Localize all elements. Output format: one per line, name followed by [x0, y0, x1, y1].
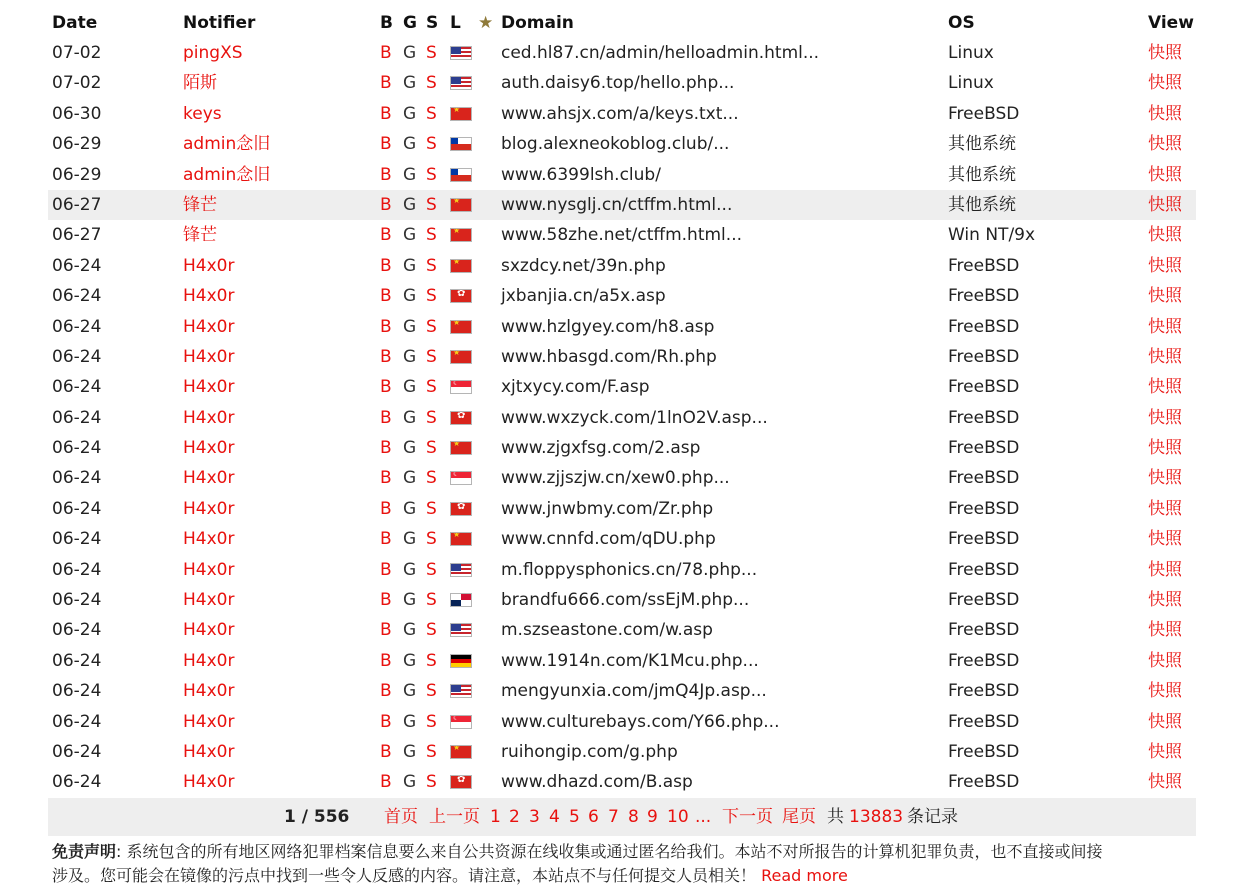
snapshot-link[interactable]: 快照 [1148, 772, 1182, 793]
g-link[interactable]: G [403, 498, 417, 519]
date-cell: 06-29 [52, 134, 102, 155]
b-link[interactable]: B [380, 255, 392, 276]
snapshot-link[interactable]: 快照 [1148, 134, 1182, 155]
cn-flag-icon [450, 320, 472, 334]
total-prefix: 共 [827, 807, 844, 827]
disclaimer-text-2: 涉及。您可能会在镜像的污点中找到一些令人反感的内容。请注意，本站点不与任何提交人员相关！ [52, 866, 757, 885]
total-suffix: 条记录 [907, 807, 958, 827]
b-link[interactable]: B [380, 468, 392, 489]
table-row [48, 707, 1196, 737]
g-link[interactable]: G [403, 529, 417, 550]
notifier-link[interactable]: H4x0r [183, 650, 235, 671]
date-cell: 06-24 [52, 498, 102, 519]
notifier-link[interactable]: H4x0r [183, 346, 235, 367]
s-link[interactable]: S [426, 73, 437, 94]
os-cell: FreeBSD [948, 316, 1020, 337]
date-cell: 06-24 [52, 377, 102, 398]
g-link[interactable]: G [403, 468, 417, 489]
snapshot-link[interactable]: 快照 [1148, 316, 1182, 337]
page-link-9[interactable]: 9 [647, 807, 658, 827]
s-link[interactable]: S [426, 194, 437, 215]
us-flag-icon [450, 76, 472, 90]
sg-flag-icon [450, 380, 472, 394]
os-cell: FreeBSD [948, 407, 1020, 428]
date-cell: 06-24 [52, 255, 102, 276]
os-cell: FreeBSD [948, 286, 1020, 307]
cn-flag-icon [450, 745, 472, 759]
g-link[interactable]: G [403, 650, 417, 671]
domain-cell: www.58zhe.net/ctffm.html... [501, 225, 742, 246]
hk-flag-icon [450, 502, 472, 516]
pagination [48, 798, 1196, 836]
date-cell: 06-24 [52, 590, 102, 611]
notifier-link[interactable]: 陌斯 [183, 73, 217, 94]
date-cell: 06-24 [52, 711, 102, 732]
cl-flag-icon [450, 137, 472, 151]
date-cell: 06-24 [52, 620, 102, 641]
snapshot-link[interactable]: 快照 [1148, 377, 1182, 398]
table-header-row [48, 8, 1196, 38]
table-row [48, 160, 1196, 190]
page-link-3[interactable]: 3 [529, 807, 540, 827]
g-link[interactable]: G [403, 772, 417, 793]
domain-cell: brandfu666.com/ssEjM.php... [501, 590, 750, 611]
g-link[interactable]: G [403, 73, 417, 94]
domain-cell: www.6399lsh.club/ [501, 164, 661, 185]
header-l: L [450, 13, 461, 33]
os-cell: FreeBSD [948, 620, 1020, 641]
g-link[interactable]: G [403, 559, 417, 580]
page-link-8[interactable]: 8 [628, 807, 639, 827]
g-link[interactable]: G [403, 103, 417, 124]
header-date[interactable]: Date [52, 13, 98, 33]
snapshot-link[interactable]: 快照 [1148, 407, 1182, 428]
table-row [48, 494, 1196, 524]
table-row [48, 190, 1196, 220]
date-cell: 06-24 [52, 650, 102, 671]
snapshot-link[interactable]: 快照 [1148, 681, 1182, 702]
domain-cell: www.jnwbmy.com/Zr.php [501, 498, 714, 519]
b-link[interactable]: B [380, 741, 392, 762]
date-cell: 06-24 [52, 316, 102, 337]
date-cell: 06-24 [52, 438, 102, 459]
s-link[interactable]: S [426, 529, 437, 550]
g-link[interactable]: G [403, 438, 417, 459]
snapshot-link[interactable]: 快照 [1148, 620, 1182, 641]
s-link[interactable]: S [426, 134, 437, 155]
b-link[interactable]: B [380, 73, 392, 94]
os-cell: FreeBSD [948, 438, 1020, 459]
s-link[interactable]: S [426, 286, 437, 307]
header-domain[interactable]: Domain [501, 13, 574, 33]
domain-cell: www.zjgxfsg.com/2.asp [501, 438, 701, 459]
s-link[interactable]: S [426, 681, 437, 702]
header-s: S [426, 13, 439, 33]
domain-cell: blog.alexneokoblog.club/... [501, 134, 730, 155]
b-link[interactable]: B [380, 225, 392, 246]
archive-table [48, 8, 1196, 798]
b-link[interactable]: B [380, 590, 392, 611]
g-link[interactable]: G [403, 134, 417, 155]
table-row [48, 281, 1196, 311]
notifier-link[interactable]: H4x0r [183, 529, 235, 550]
b-link[interactable]: B [380, 407, 392, 428]
notifier-link[interactable]: H4x0r [183, 681, 235, 702]
domain-cell: sxzdcy.net/39n.php [501, 255, 666, 276]
table-row [48, 68, 1196, 98]
domain-cell: www.wxzyck.com/1lnO2V.asp... [501, 407, 768, 428]
table-row [48, 372, 1196, 402]
read-more-link[interactable]: Read more [761, 866, 848, 885]
table-row [48, 585, 1196, 615]
page-link-2[interactable]: 2 [509, 807, 520, 827]
snapshot-link[interactable]: 快照 [1148, 164, 1182, 185]
header-view: View [1148, 13, 1194, 33]
notifier-link[interactable]: H4x0r [183, 498, 235, 519]
domain-cell: auth.daisy6.top/hello.php... [501, 73, 735, 94]
g-link[interactable]: G [403, 620, 417, 641]
snapshot-link[interactable]: 快照 [1148, 529, 1182, 550]
domain-cell: www.hbasgd.com/Rh.php [501, 346, 717, 367]
domain-cell: www.dhazd.com/B.asp [501, 772, 693, 793]
page-ellipsis: ... [695, 807, 712, 827]
notifier-link[interactable]: H4x0r [183, 255, 235, 276]
us-flag-icon [450, 623, 472, 637]
s-link[interactable]: S [426, 316, 437, 337]
os-cell: FreeBSD [948, 529, 1020, 550]
cn-flag-icon [450, 198, 472, 212]
cl-flag-icon [450, 168, 472, 182]
os-cell: Linux [948, 43, 994, 63]
sg-flag-icon [450, 715, 472, 729]
snapshot-link[interactable]: 快照 [1148, 194, 1182, 215]
page-link-7[interactable]: 7 [608, 807, 619, 827]
g-link[interactable]: G [403, 711, 417, 732]
domain-cell: www.nysglj.cn/ctffm.html... [501, 194, 733, 215]
page-link-1[interactable]: 1 [490, 807, 501, 827]
cn-flag-icon [450, 532, 472, 546]
notifier-link[interactable]: 锋芒 [183, 194, 217, 215]
table-row [48, 342, 1196, 372]
notifier-link[interactable]: H4x0r [183, 741, 235, 762]
page-indicator: 1 / 556 [284, 807, 350, 827]
s-link[interactable]: S [426, 590, 437, 611]
de-flag-icon [450, 654, 472, 668]
b-link[interactable]: B [380, 529, 392, 550]
snapshot-link[interactable]: 快照 [1148, 286, 1182, 307]
table-row [48, 251, 1196, 281]
domain-cell: ruihongip.com/g.php [501, 741, 678, 762]
b-link[interactable]: B [380, 559, 392, 580]
hk-flag-icon [450, 289, 472, 303]
date-cell: 06-27 [52, 225, 102, 246]
snapshot-link[interactable]: 快照 [1148, 225, 1182, 246]
b-link[interactable]: B [380, 194, 392, 215]
s-link[interactable]: S [426, 498, 437, 519]
os-cell: FreeBSD [948, 711, 1020, 732]
date-cell: 06-24 [52, 772, 102, 793]
domain-cell: ced.hl87.cn/admin/helloadmin.html... [501, 43, 820, 63]
notifier-link[interactable]: 锋芒 [183, 225, 217, 246]
header-g: G [403, 13, 417, 33]
notifier-link[interactable]: pingXS [183, 43, 243, 63]
snapshot-link[interactable]: 快照 [1148, 73, 1182, 94]
notifier-link[interactable]: H4x0r [183, 590, 235, 611]
page-link-10[interactable]: 10 [667, 807, 689, 827]
cn-flag-icon [450, 441, 472, 455]
s-link[interactable]: S [426, 650, 437, 671]
os-cell: 其他系统 [948, 134, 1016, 155]
page-link-4[interactable]: 4 [549, 807, 560, 827]
notifier-link[interactable]: admin念旧 [183, 134, 271, 155]
s-link[interactable]: S [426, 559, 437, 580]
us-flag-icon [450, 46, 472, 60]
b-link[interactable]: B [380, 650, 392, 671]
snapshot-link[interactable]: 快照 [1148, 43, 1182, 63]
domain-cell: www.hzlgyey.com/h8.asp [501, 316, 715, 337]
domain-cell: www.1914n.com/K1Mcu.php... [501, 650, 759, 671]
table-row [48, 737, 1196, 767]
g-link[interactable]: G [403, 741, 417, 762]
header-notifier[interactable]: Notifier [183, 13, 256, 33]
s-link[interactable]: S [426, 164, 437, 185]
notifier-link[interactable]: H4x0r [183, 620, 235, 641]
g-link[interactable]: G [403, 43, 417, 63]
s-link[interactable]: S [426, 346, 437, 367]
g-link[interactable]: G [403, 681, 417, 702]
snapshot-link[interactable]: 快照 [1148, 255, 1182, 276]
us-flag-icon [450, 684, 472, 698]
b-link[interactable]: B [380, 377, 392, 398]
g-link[interactable]: G [403, 316, 417, 337]
table-row [48, 38, 1196, 68]
os-cell: FreeBSD [948, 772, 1020, 793]
s-link[interactable]: S [426, 407, 437, 428]
prev-page-link[interactable]: 上一页 [429, 807, 480, 827]
cn-flag-icon [450, 107, 472, 121]
date-cell: 06-27 [52, 194, 102, 215]
s-link[interactable]: S [426, 43, 437, 63]
os-cell: FreeBSD [948, 468, 1020, 489]
os-cell: FreeBSD [948, 377, 1020, 398]
date-cell: 06-24 [52, 741, 102, 762]
os-cell: FreeBSD [948, 255, 1020, 276]
first-page-link[interactable]: 首页 [384, 807, 418, 827]
date-cell: 06-29 [52, 164, 102, 185]
s-link[interactable]: S [426, 225, 437, 246]
last-page-link[interactable]: 尾页 [782, 807, 816, 827]
notifier-link[interactable]: H4x0r [183, 286, 235, 307]
notifier-link[interactable]: H4x0r [183, 438, 235, 459]
date-cell: 06-24 [52, 529, 102, 550]
date-cell: 06-24 [52, 286, 102, 307]
os-cell: Linux [948, 73, 994, 94]
cn-flag-icon [450, 259, 472, 273]
table-row [48, 129, 1196, 159]
snapshot-link[interactable]: 快照 [1148, 559, 1182, 580]
date-cell: 06-24 [52, 346, 102, 367]
snapshot-link[interactable]: 快照 [1148, 711, 1182, 732]
table-row [48, 676, 1196, 706]
g-link[interactable]: G [403, 164, 417, 185]
date-cell: 06-24 [52, 559, 102, 580]
hk-flag-icon [450, 775, 472, 789]
b-link[interactable]: B [380, 681, 392, 702]
header-b: B [380, 13, 393, 33]
date-cell: 07-02 [52, 43, 102, 63]
g-link[interactable]: G [403, 346, 417, 367]
b-link[interactable]: B [380, 103, 392, 124]
snapshot-link[interactable]: 快照 [1148, 438, 1182, 459]
snapshot-link[interactable]: 快照 [1148, 590, 1182, 611]
table-row [48, 99, 1196, 129]
domain-cell: m.floppysphonics.cn/78.php... [501, 559, 758, 580]
hk-flag-icon [450, 411, 472, 425]
s-link[interactable]: S [426, 711, 437, 732]
disclaimer [52, 840, 1200, 888]
snapshot-link[interactable]: 快照 [1148, 468, 1182, 489]
notifier-link[interactable]: H4x0r [183, 377, 235, 398]
cn-flag-icon [450, 228, 472, 242]
date-cell: 06-24 [52, 468, 102, 489]
page-link-5[interactable]: 5 [569, 807, 580, 827]
os-cell: FreeBSD [948, 103, 1020, 124]
snapshot-link[interactable]: 快照 [1148, 741, 1182, 762]
page-link-6[interactable]: 6 [588, 807, 599, 827]
b-link[interactable]: B [380, 316, 392, 337]
disclaimer-label: 免责声明 [52, 842, 117, 861]
b-link[interactable]: B [380, 43, 392, 63]
os-cell: Win NT/9x [948, 225, 1036, 246]
g-link[interactable]: G [403, 225, 417, 246]
domain-cell: www.ahsjx.com/a/keys.txt... [501, 103, 739, 124]
notifier-link[interactable]: admin念旧 [183, 164, 271, 185]
b-link[interactable]: B [380, 286, 392, 307]
s-link[interactable]: S [426, 772, 437, 793]
next-page-link[interactable]: 下一页 [722, 807, 773, 827]
os-cell: FreeBSD [948, 650, 1020, 671]
s-link[interactable]: S [426, 438, 437, 459]
table-row [48, 312, 1196, 342]
domain-cell: mengyunxia.com/jmQ4Jp.asp... [501, 681, 767, 702]
notifier-link[interactable]: H4x0r [183, 468, 235, 489]
disclaimer-line-1 [52, 840, 1200, 864]
b-link[interactable]: B [380, 134, 392, 155]
table-row [48, 646, 1196, 676]
domain-cell: xjtxycy.com/F.asp [501, 377, 650, 398]
os-cell: FreeBSD [948, 346, 1020, 367]
b-link[interactable]: B [380, 346, 392, 367]
table-row [48, 555, 1196, 585]
domain-cell: www.zjjszjw.cn/xew0.php... [501, 468, 730, 489]
g-link[interactable]: G [403, 407, 417, 428]
cn-flag-icon [450, 350, 472, 364]
s-link[interactable]: S [426, 103, 437, 124]
table-row [48, 220, 1196, 250]
g-link[interactable]: G [403, 255, 417, 276]
notifier-link[interactable]: H4x0r [183, 711, 235, 732]
b-link[interactable]: B [380, 772, 392, 793]
os-cell: FreeBSD [948, 681, 1020, 702]
s-link[interactable]: S [426, 377, 437, 398]
os-cell: 其他系统 [948, 194, 1016, 215]
table-row [48, 463, 1196, 493]
notifier-link[interactable]: keys [183, 103, 222, 124]
disclaimer-text-1: : 系统包含的所有地区网络犯罪档案信息要么来自公共资源在线收集或通过匿名给我们。本站不对所报告的计算机犯罪负责，也不直接或间接 [116, 842, 1103, 861]
domain-cell: www.culturebays.com/Y66.php... [501, 711, 780, 732]
notifier-link[interactable]: H4x0r [183, 316, 235, 337]
os-cell: 其他系统 [948, 164, 1016, 185]
os-cell: FreeBSD [948, 741, 1020, 762]
table-row [48, 433, 1196, 463]
domain-cell: m.szseastone.com/w.asp [501, 620, 713, 641]
table-row [48, 524, 1196, 554]
date-cell: 06-30 [52, 103, 102, 124]
disclaimer-line-2 [52, 864, 1200, 888]
sg-flag-icon [450, 471, 472, 485]
s-link[interactable]: S [426, 620, 437, 641]
notifier-link[interactable]: H4x0r [183, 407, 235, 428]
snapshot-link[interactable]: 快照 [1148, 103, 1182, 124]
g-link[interactable]: G [403, 286, 417, 307]
s-link[interactable]: S [426, 255, 437, 276]
s-link[interactable]: S [426, 468, 437, 489]
table-row [48, 403, 1196, 433]
os-cell: FreeBSD [948, 498, 1020, 519]
b-link[interactable]: B [380, 498, 392, 519]
b-link[interactable]: B [380, 164, 392, 185]
s-link[interactable]: S [426, 741, 437, 762]
snapshot-link[interactable]: 快照 [1148, 346, 1182, 367]
g-link[interactable]: G [403, 377, 417, 398]
domain-cell: www.cnnfd.com/qDU.php [501, 529, 716, 550]
g-link[interactable]: G [403, 194, 417, 215]
notifier-link[interactable]: H4x0r [183, 559, 235, 580]
b-link[interactable]: B [380, 711, 392, 732]
snapshot-link[interactable]: 快照 [1148, 650, 1182, 671]
notifier-link[interactable]: H4x0r [183, 772, 235, 793]
date-cell: 06-24 [52, 681, 102, 702]
table-row [48, 615, 1196, 645]
date-cell: 06-24 [52, 407, 102, 428]
table-row [48, 767, 1196, 797]
os-cell: FreeBSD [948, 559, 1020, 580]
us-flag-icon [450, 563, 472, 577]
total-count: 13883 [849, 807, 904, 827]
snapshot-link[interactable]: 快照 [1148, 498, 1182, 519]
os-cell: FreeBSD [948, 590, 1020, 611]
date-cell: 07-02 [52, 73, 102, 94]
g-link[interactable]: G [403, 590, 417, 611]
table-body [48, 38, 1196, 798]
b-link[interactable]: B [380, 620, 392, 641]
domain-cell: jxbanjia.cn/a5x.asp [501, 286, 666, 307]
star-icon: ★ [478, 13, 494, 33]
b-link[interactable]: B [380, 438, 392, 459]
pa-flag-icon [450, 593, 472, 607]
header-os[interactable]: OS [948, 13, 975, 33]
